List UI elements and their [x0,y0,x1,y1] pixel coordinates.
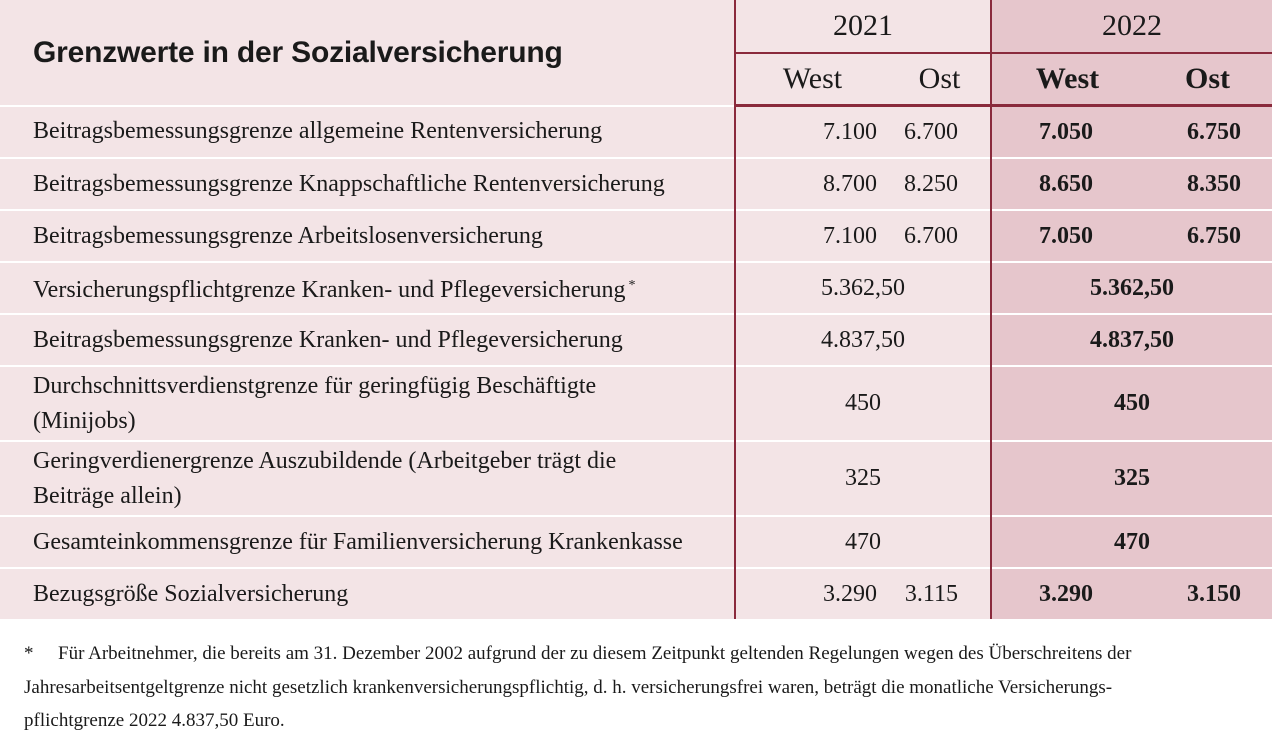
value-2021-ost: 3.115 [889,568,991,619]
value-2021-west: 3.290 [735,568,889,619]
table-row [0,158,1272,210]
value-2022: 450 [991,366,1272,441]
row-label-line1: Geringverdienergrenze Auszubildende (Arbeitgeber trägt die [33,447,617,474]
row-label-line2: (Minijobs) [33,407,136,434]
value-2021-ost: 8.250 [889,158,991,210]
value-2022-west: 7.050 [991,210,1143,262]
row-label-line1: Durchschnittsverdienstgrenze für geringfügig Beschäftigte [33,372,597,399]
table-row [0,441,1272,516]
row-label [0,262,735,314]
value-2022: 470 [991,516,1272,568]
footnote-mark: * [24,643,34,664]
year-2021-header: 2021 [735,0,991,53]
row-label: Beitragsbemessungsgrenze Knappschaftliche Rentenversicherung [0,158,735,210]
row-label: Beitragsbemessungsgrenze Arbeitslosenversicherung [0,210,735,262]
footnote-text-1: Für Arbeitnehmer, die bereits am 31. Dezember 2002 aufgrund der zu diesem Zeitpunkt geltenden Regelungen wegen des Überschreitens der [58,643,1132,664]
header-row-years [0,0,1272,53]
table-row [0,210,1272,262]
footnote-line3: pflichtgrenze 2022 4.837,50 Euro. [24,710,285,731]
value-2021-west: 7.100 [735,106,889,159]
table-title: Grenzwerte in der Sozialversicherung [0,0,735,106]
value-2021-west: 7.100 [735,210,889,262]
table-row [0,106,1272,159]
value-2022: 5.362,50 [991,262,1272,314]
row-label [0,366,735,441]
value-2021: 5.362,50 [735,262,991,314]
ost-2021-header: Ost [889,53,991,106]
value-2021: 4.837,50 [735,314,991,366]
row-label-text: Versicherungspflichtgrenze Kranken- und Pflegeversicherung [33,277,626,303]
row-label: Beitragsbemessungsgrenze Kranken- und Pflegeversicherung [0,314,735,366]
value-2022-ost: 6.750 [1143,106,1272,159]
year-2022-header: 2022 [991,0,1272,53]
table-row [0,366,1272,441]
footnote-line2: Jahresarbeitsentgeltgrenze nicht gesetzlich krankenversicherungspflichtig, d. h. versicherungsfrei waren, beträgt die monatliche Versicherungs- [24,676,1113,698]
footnote-line1 [24,637,1260,671]
value-2022-west: 8.650 [991,158,1143,210]
value-2022: 325 [991,441,1272,516]
row-label: Beitragsbemessungsgrenze allgemeine Rentenversicherung [0,106,735,159]
value-2021: 470 [735,516,991,568]
row-label [0,441,735,516]
table-row [0,516,1272,568]
table-row [0,568,1272,619]
west-2021-header: West [735,53,889,106]
row-label: Gesamteinkommensgrenze für Familienversicherung Krankenkasse [0,516,735,568]
value-2021-ost: 6.700 [889,210,991,262]
west-2022-header: West [991,53,1143,106]
value-2022-west: 7.050 [991,106,1143,159]
value-2022-ost: 6.750 [1143,210,1272,262]
footnote-marker: * [628,278,636,293]
table-row [0,262,1272,314]
value-2022: 4.837,50 [991,314,1272,366]
footnote [24,637,1260,738]
table-row [0,314,1272,366]
value-2021-ost: 6.700 [889,106,991,159]
ost-2022-header: Ost [1143,53,1272,106]
row-label: Bezugsgröße Sozialversicherung [0,568,735,619]
value-2021: 450 [735,366,991,441]
value-2022-west: 3.290 [991,568,1143,619]
value-2022-ost: 8.350 [1143,158,1272,210]
value-2021-west: 8.700 [735,158,889,210]
value-2021: 325 [735,441,991,516]
value-2022-ost: 3.150 [1143,568,1272,619]
row-label-line2: Beiträge allein) [33,482,182,509]
